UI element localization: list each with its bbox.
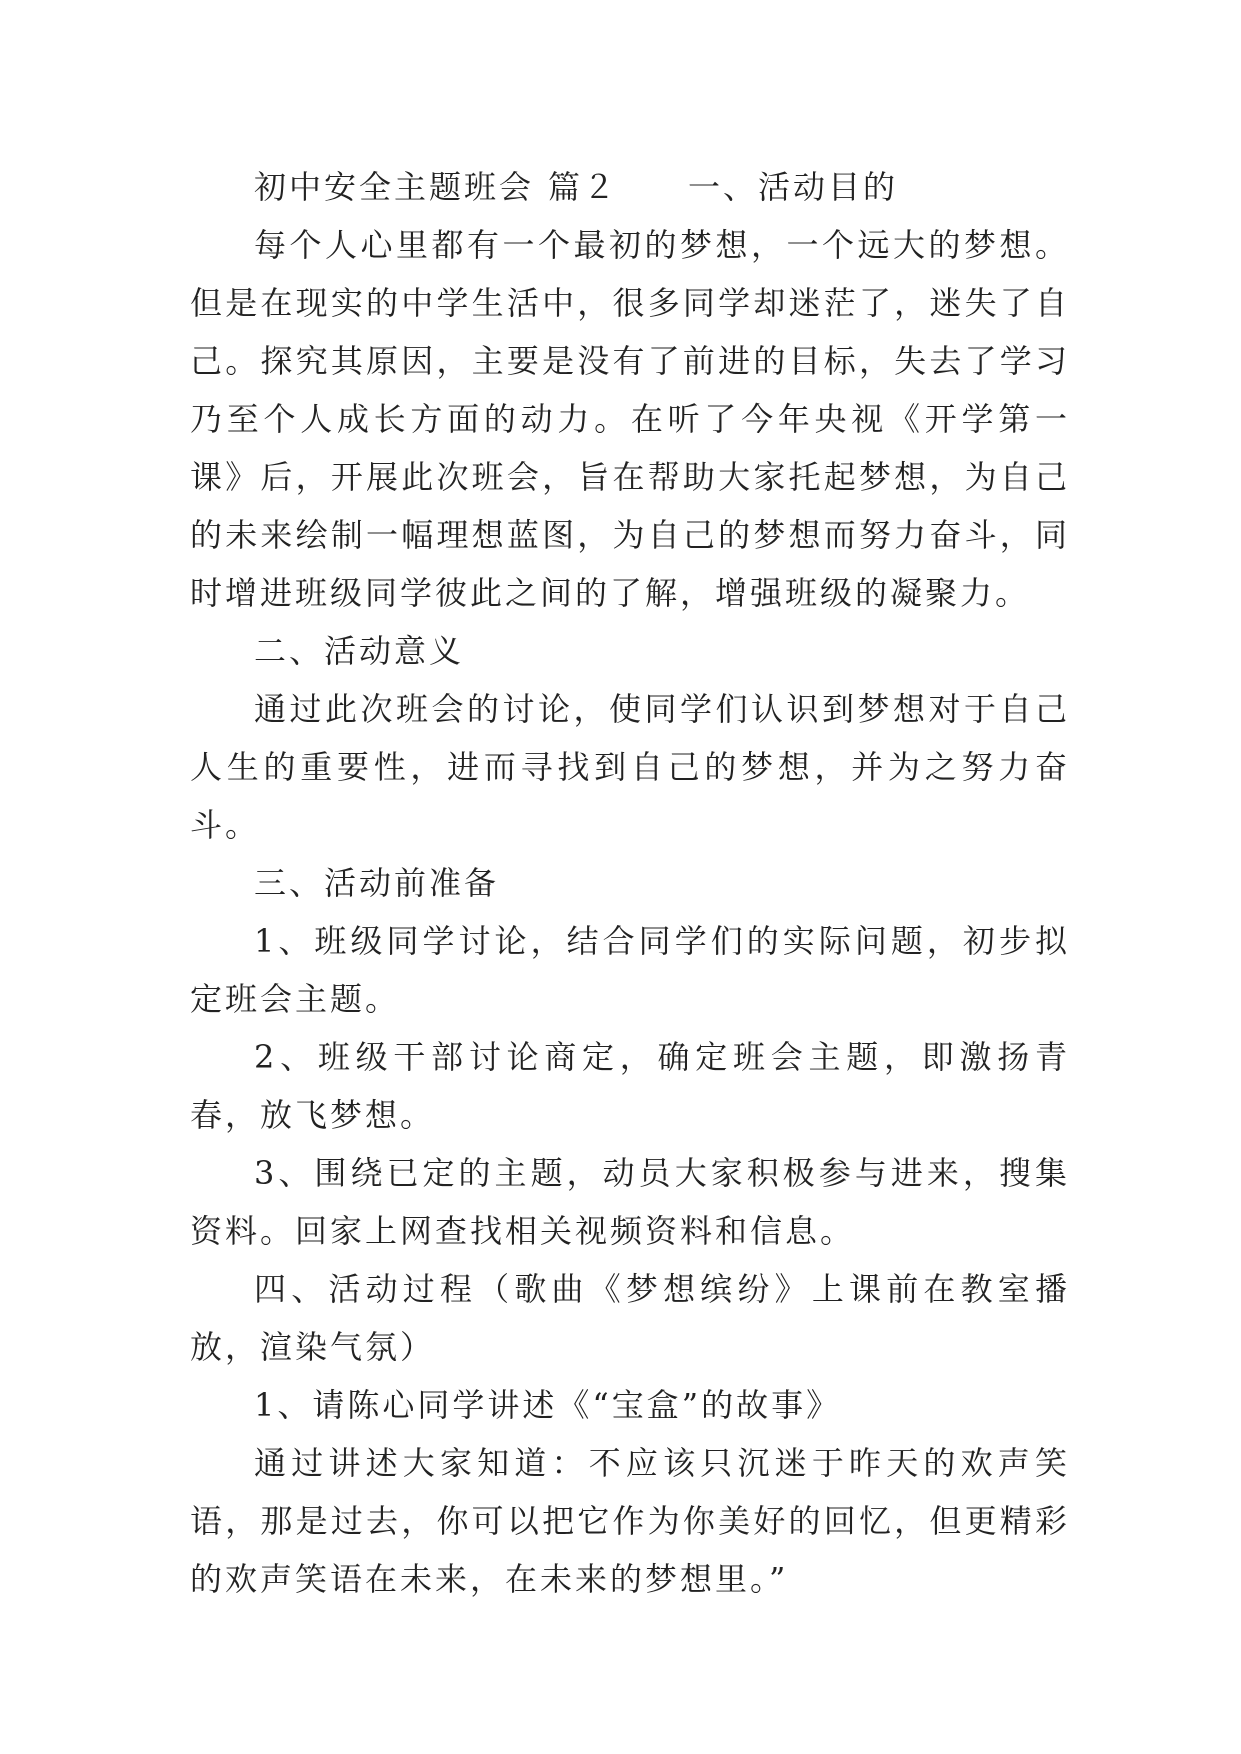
paragraph-prep-3: 3、围绕已定的主题，动员大家积极参与进来，搜集资料。回家上网查找相关视频资料和信息。: [190, 1154, 1070, 1250]
section-heading-2: 二、活动意义: [254, 632, 465, 670]
section-heading-4: 四、活动过程（歌曲《梦想缤纷》上课前在教室播放，渲染气氛）: [190, 1270, 1070, 1366]
paragraph-prep-2: 2、班级干部讨论商定，确定班会主题，即激扬青春，放飞梦想。: [190, 1038, 1070, 1134]
document-body: [190, 158, 1070, 1608]
paragraph-process-1-detail: 通过讲述大家知道：不应该只沉迷于昨天的欢声笑语，那是过去，你可以把它作为你美好的回忆，但更精彩的欢声笑语在未来，在未来的梦想里。”: [190, 1444, 1070, 1598]
paragraph-process-1: 1、请陈心同学讲述《“宝盒”的故事》: [254, 1386, 842, 1424]
section-heading-1: 一、活动目的: [688, 168, 899, 206]
document-title-suffix: 篇２: [548, 168, 619, 206]
paragraph-prep-1: 1、班级同学讨论，结合同学们的实际问题，初步拟定班会主题。: [190, 922, 1070, 1018]
document-title: 初中安全主题班会: [254, 168, 535, 206]
paragraph-significance: 通过此次班会的讨论，使同学们认识到梦想对于自己人生的重要性，进而寻找到自己的梦想，并为之努力奋斗。: [190, 690, 1070, 844]
paragraph-purpose: 每个人心里都有一个最初的梦想，一个远大的梦想。但是在现实的中学生活中，很多同学却迷茫了，迷失了自己。探究其原因，主要是没有了前进的目标，失去了学习乃至个人成长方面的动力。在听了今年央视《开学第一课》后，开展此次班会，旨在帮助大家托起梦想，为自己的未来绘制一幅理想蓝图，为自己的梦想而努力奋斗，同时增进班级同学彼此之间的了解，增强班级的凝聚力。: [190, 226, 1070, 612]
section-heading-3: 三、活动前准备: [254, 864, 500, 902]
title-line: [190, 158, 1070, 216]
